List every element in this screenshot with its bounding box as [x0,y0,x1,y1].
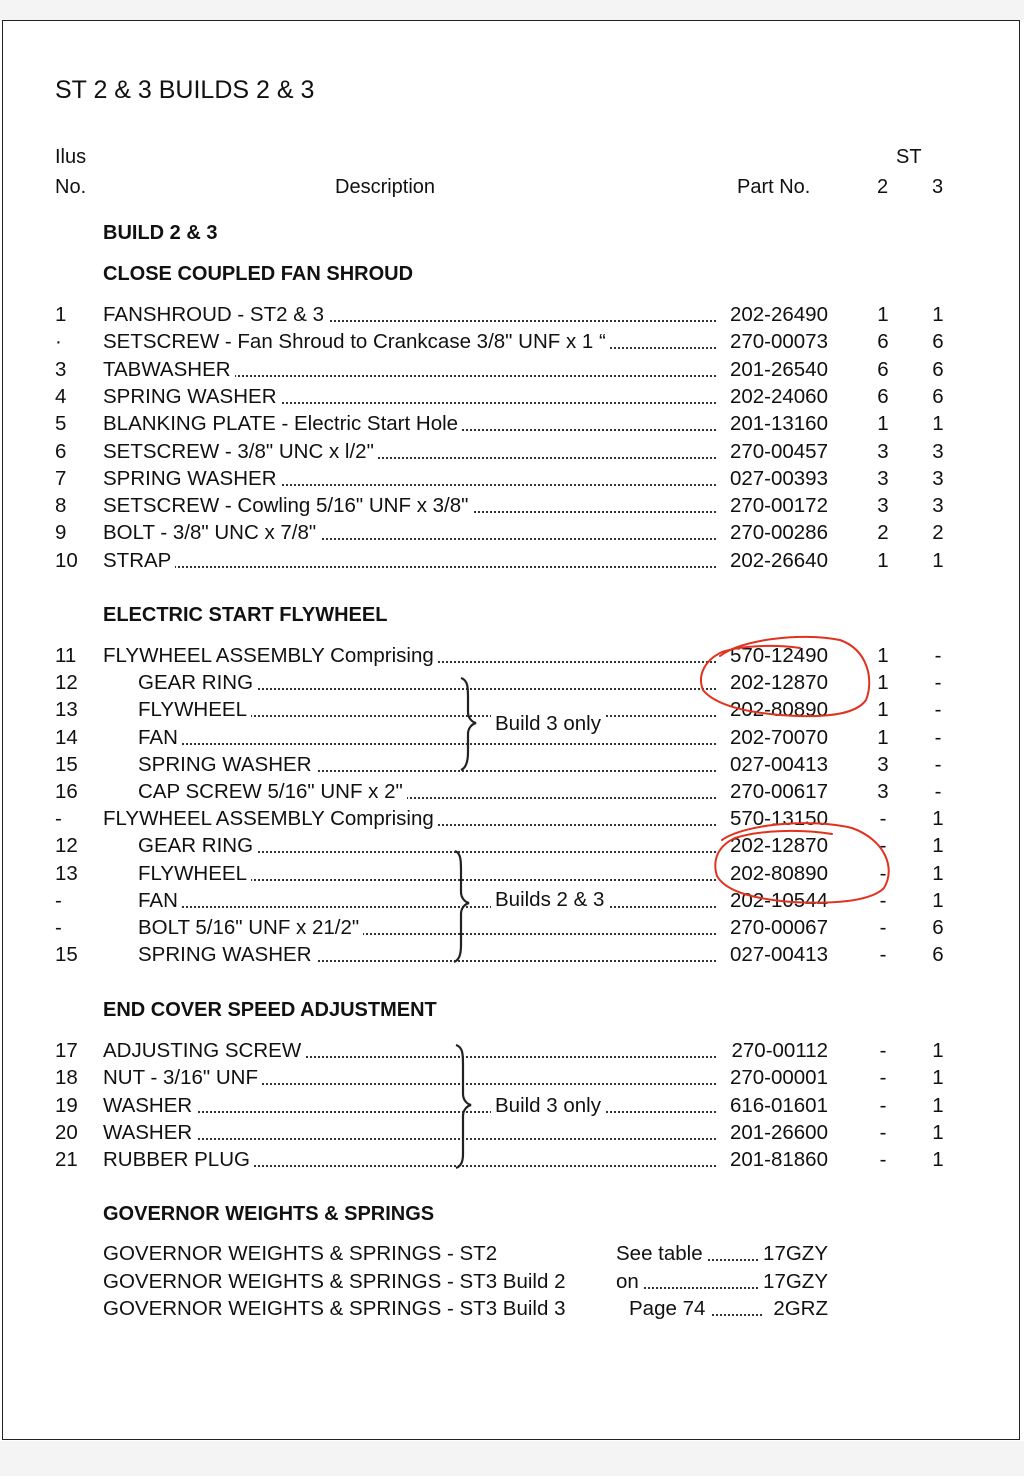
table-row [0,303,1024,330]
row-qty-st3: 1 [932,834,944,858]
row-qty-st3: - [934,725,942,749]
row-part-no: 270-00286 [727,521,828,545]
row-description: NUT - 3/16" UNF [103,1066,262,1090]
governor-part-no: 17GZY [760,1242,828,1266]
row-qty-st3: 1 [932,548,944,572]
row-description: SETSCREW - Fan Shroud to Crankcase 3/8" UNF x 1 “ [103,330,610,354]
table-row [0,1148,1024,1175]
row-part-no: 270-00001 [727,1066,828,1090]
row-qty-st3: 1 [932,1148,944,1172]
row-qty-st2: 1 [877,303,889,326]
section-flywheel: ELECTRIC START FLYWHEEL [103,604,388,626]
row-description: RUBBER PLUG [103,1148,254,1172]
table-row [0,494,1024,521]
leader-dots [138,726,716,745]
row-illus-no: 20 [55,1120,78,1144]
row-qty-st3: 6 [932,330,944,354]
row-part-no: 202-12870 [727,834,828,858]
row-qty-st2: - [879,943,887,967]
section-governor: GOVERNOR WEIGHTS & SPRINGS [103,1203,435,1225]
row-illus-no: 10 [55,548,78,572]
governor-description: GOVERNOR WEIGHTS & SPRINGS - ST3 Build 2 [103,1269,566,1293]
header-st2: 2 [877,176,889,198]
row-qty-st3: 2 [932,521,944,545]
row-part-no: 570-13150 [727,807,828,831]
row-part-no: 270-00172 [727,494,828,518]
table-row [0,834,1024,861]
governor-reference: Page 74 [629,1297,708,1321]
row-illus-no: 9 [55,521,67,545]
row-illus-no: 13 [55,698,78,722]
row-description: FLYWHEEL [138,862,251,886]
table-row [0,780,1024,807]
row-illus-no: - [55,888,62,912]
top-margin [0,0,1024,20]
table-row [0,521,1024,548]
row-illus-no: 17 [55,1039,78,1062]
row-qty-st2: 3 [877,439,889,463]
row-illus-no: 4 [55,384,67,408]
row-part-no: 202-70070 [727,726,828,750]
row-illus-no: 14 [55,725,78,749]
row-qty-st3: 1 [932,807,944,831]
governor-reference: on [616,1270,642,1294]
row-qty-st2: - [879,861,887,885]
row-qty-st2: 1 [877,698,889,722]
row-part-no: 270-00112 [728,1039,828,1063]
table-row [0,467,1024,494]
header-illus: Ilus [55,146,87,168]
row-part-no: 202-80890 [727,698,828,722]
row-illus-no: 6 [55,439,67,463]
row-description: GEAR RING [138,671,257,695]
governor-row [0,1270,1024,1297]
header-description: Description [335,176,436,198]
governor-description: GOVERNOR WEIGHTS & SPRINGS - ST3 Build 3 [103,1297,566,1320]
row-qty-st2: 6 [877,357,889,381]
note-builds-2-3: Builds 2 & 3 [491,888,608,912]
table-row [0,1039,1024,1066]
row-illus-no: - [55,807,62,831]
row-qty-st3: - [934,644,942,667]
row-qty-st3: 6 [932,916,944,939]
row-description: TABWASHER [103,358,235,382]
leader-dots [138,889,716,908]
table-row [0,671,1024,698]
governor-part-no: 17GZY [760,1270,828,1294]
row-description: SPRING WASHER [138,943,316,967]
row-qty-st2: 3 [877,466,889,490]
row-qty-st3: 6 [932,357,944,381]
row-qty-st2: 2 [877,521,889,545]
row-illus-no: 13 [55,861,78,885]
row-illus-no: 1 [55,303,67,326]
row-qty-st3: 1 [932,861,944,885]
row-part-no: 202-12870 [727,671,828,695]
section-endcover: END COVER SPEED ADJUSTMENT [103,999,437,1021]
row-qty-st3: 1 [932,1093,944,1117]
table-row [0,385,1024,412]
row-part-no: 616-01601 [727,1094,828,1118]
row-illus-no: · [55,330,62,354]
row-qty-st2: - [879,1093,887,1117]
row-qty-st2: - [879,1066,887,1090]
row-qty-st3: 3 [932,494,944,518]
row-description: FANSHROUD - ST2 & 3 [103,303,328,327]
leader-dots [103,549,716,568]
row-qty-st3: 6 [932,384,944,408]
row-illus-no: 11 [55,644,77,667]
row-description: WASHER [103,1094,196,1118]
row-part-no: 270-00067 [727,916,828,940]
row-qty-st2: 6 [877,384,889,408]
row-qty-st3: 3 [932,439,944,463]
row-part-no: 201-81860 [727,1148,828,1172]
row-qty-st3: - [934,780,942,803]
table-row [0,358,1024,385]
row-qty-st3: - [934,698,942,722]
row-qty-st2: 3 [877,752,889,776]
row-qty-st3: - [934,752,942,776]
table-row [0,644,1024,671]
row-part-no: 027-00413 [727,943,828,967]
row-qty-st3: 1 [932,888,944,912]
row-description: SETSCREW - 3/8" UNC x l/2" [103,440,378,464]
row-description: GEAR RING [138,834,257,858]
table-row [0,1066,1024,1093]
header-no: No. [55,176,87,198]
note-build3-only-endcover: Build 3 only [491,1094,605,1118]
row-part-no: 202-24060 [727,385,828,409]
table-row [0,549,1024,576]
leader-dots [640,1270,762,1289]
row-part-no: 201-26540 [727,358,828,382]
row-description: FAN [138,726,182,750]
row-qty-st2: - [879,834,887,858]
row-illus-no: 5 [55,412,67,436]
row-qty-st2: 1 [877,548,889,572]
row-part-no: 027-00413 [727,753,828,777]
row-qty-st2: - [879,888,887,912]
row-illus-no: 7 [55,466,67,490]
row-qty-st3: 1 [932,1120,944,1144]
row-part-no: 202-80890 [727,862,828,886]
row-description: BLANKING PLATE - Electric Start Hole [103,412,462,436]
row-illus-no: 16 [55,780,78,803]
row-qty-st3: 3 [932,466,944,490]
row-description: BOLT - 3/8" UNC x 7/8" [103,521,320,545]
table-row [0,916,1024,943]
row-qty-st2: 6 [877,330,889,354]
governor-row [0,1242,1024,1269]
header-st3: 3 [932,176,944,198]
row-qty-st2: - [879,1039,887,1062]
row-qty-st3: 1 [932,303,944,326]
row-illus-no: 12 [55,834,78,858]
row-description: FLYWHEEL [138,698,251,722]
row-description: ADJUSTING SCREW [103,1039,305,1063]
row-description: FLYWHEEL ASSEMBLY Comprising [103,807,438,831]
row-qty-st2: - [879,916,887,939]
row-qty-st2: 1 [877,644,889,667]
row-description: WASHER [103,1121,196,1145]
row-description: FLYWHEEL ASSEMBLY Comprising [103,644,438,668]
table-row [0,440,1024,467]
row-qty-st2: 1 [877,725,889,749]
row-qty-st3: 1 [932,1039,944,1062]
row-illus-no: 21 [55,1148,78,1172]
table-row [0,862,1024,889]
row-part-no: 270-00073 [727,330,828,354]
header-st: ST [896,146,922,168]
row-illus-no: 12 [55,671,78,695]
row-qty-st2: - [879,1120,887,1144]
table-row [0,1121,1024,1148]
governor-row [0,1297,1024,1324]
row-description: SPRING WASHER [138,753,316,777]
table-row [0,330,1024,357]
governor-part-no: 2GRZ [770,1297,828,1321]
row-part-no: 202-10544 [727,889,828,913]
section-shroud: CLOSE COUPLED FAN SHROUD [103,263,414,285]
row-description: SETSCREW - Cowling 5/16" UNF x 3/8" [103,494,472,518]
table-row [0,412,1024,439]
governor-description: GOVERNOR WEIGHTS & SPRINGS - ST2 [103,1242,498,1265]
row-description: STRAP [103,549,175,573]
row-part-no: 270-00617 [727,780,828,804]
row-part-no: 027-00393 [727,467,828,491]
section-build: BUILD 2 & 3 [103,222,218,244]
page-title: ST 2 & 3 BUILDS 2 & 3 [55,76,315,104]
row-part-no: 201-13160 [727,412,828,436]
row-qty-st3: 1 [932,1066,944,1090]
note-build3-only-flywheel: Build 3 only [491,712,605,736]
leader-dots [708,1242,762,1261]
row-illus-no: 18 [55,1066,78,1090]
row-illus-no: 15 [55,943,78,967]
row-description: SPRING WASHER [103,385,281,409]
row-illus-no: - [55,916,62,939]
governor-reference: See table [616,1242,706,1266]
row-qty-st2: - [879,1148,887,1172]
row-illus-no: 15 [55,752,78,776]
header-part-no: Part No. [737,176,811,198]
row-qty-st3: 1 [932,412,944,436]
row-qty-st3: 6 [932,943,944,967]
row-description: BOLT 5/16" UNF x 21/2" [138,916,363,940]
row-qty-st2: - [879,807,887,831]
table-row [0,807,1024,834]
leader-dots [712,1297,762,1316]
row-description: SPRING WASHER [103,467,281,491]
row-qty-st2: 1 [877,412,889,436]
table-row [0,753,1024,780]
row-qty-st2: 1 [877,671,889,695]
row-part-no: 202-26490 [727,303,828,327]
row-part-no: 570-12490 [727,644,828,668]
row-qty-st2: 3 [877,780,889,803]
table-row [0,943,1024,970]
row-illus-no: 19 [55,1093,78,1117]
row-qty-st2: 3 [877,494,889,518]
row-part-no: 270-00457 [727,440,828,464]
row-description: FAN [138,889,182,913]
row-illus-no: 8 [55,494,67,518]
row-illus-no: 3 [55,357,67,381]
row-description: CAP SCREW 5/16" UNF x 2" [138,780,407,804]
bottom-margin [0,1441,1024,1476]
row-part-no: 202-26640 [727,549,828,573]
row-part-no: 201-26600 [727,1121,828,1145]
row-qty-st3: - [934,671,942,695]
